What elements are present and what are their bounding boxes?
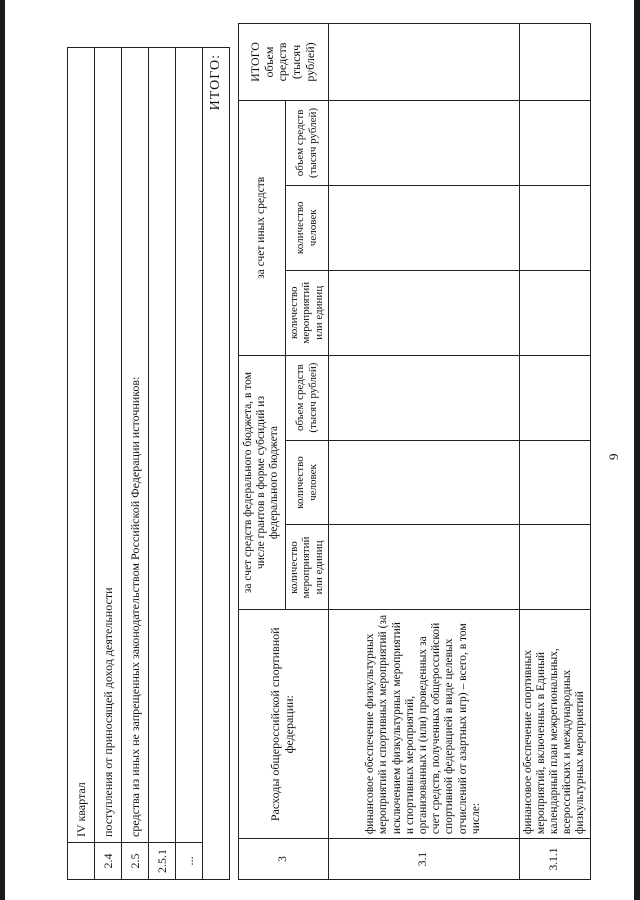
- total-row: [203, 48, 230, 880]
- header-expenses-title: Расходы общероссийской спортивной федерации:: [239, 610, 329, 839]
- header-other-events: количество мероприятий или единиц: [285, 270, 328, 355]
- header-federal-people: количество человек: [285, 440, 328, 525]
- row-number: 3.1.1: [519, 839, 590, 880]
- cell-empty: [328, 525, 519, 610]
- table-row: [149, 48, 176, 880]
- table-row: [122, 48, 149, 880]
- cell-empty: [328, 440, 519, 525]
- row-text: средства из иных не запрещенных законодательством Российской Федерации источников:: [122, 48, 149, 843]
- cell-empty: [328, 355, 519, 440]
- header-row-groups: [239, 24, 286, 880]
- total-label: ИТОГО:: [203, 48, 230, 880]
- row-description: финансовое обеспечение спортивных мероприятий, включенных в Единый календарный план межрегиональных, всероссийских и международных физкультурных мероприятий: [519, 610, 590, 839]
- top-table: [67, 47, 230, 880]
- cell-empty: [519, 24, 590, 101]
- table-row: [176, 48, 203, 880]
- row-number: 2.4: [95, 843, 122, 880]
- header-federal-amount: объем средств (тысяч рублей): [285, 355, 328, 440]
- header-other-people: количество человек: [285, 185, 328, 270]
- row-number: [68, 843, 95, 880]
- cell-empty: [328, 270, 519, 355]
- cell-empty: [328, 185, 519, 270]
- row-text: поступления от приносящей доход деятельности: [95, 48, 122, 843]
- table-row: [68, 48, 95, 880]
- cell-empty: [519, 185, 590, 270]
- row-number: ...: [176, 843, 203, 880]
- header-other-funds: за счет иных средств: [239, 100, 286, 355]
- table-row: [519, 24, 590, 880]
- header-other-amount: объем средств (тысяч рублей): [285, 100, 328, 185]
- row-number: 2.5: [122, 843, 149, 880]
- cell-empty: [519, 270, 590, 355]
- cell-empty: [328, 100, 519, 185]
- row-text: IV квартал: [68, 48, 95, 843]
- header-section-number: 3: [239, 839, 329, 880]
- expenses-table: [238, 23, 591, 880]
- row-description: финансовое обеспечение физкультурных мероприятий и спортивных мероприятий (за исключением физкультурных мероприятий и спортивных мероприятий, организованных и (или) проведенных за счет средств, полученных общероссийской спортивной федерацией в виде целевых отчислений от азартных игр) – всего, в том числе:: [328, 610, 519, 839]
- row-number: 2.5.1: [149, 843, 176, 880]
- cell-empty: [328, 24, 519, 101]
- table-row: [95, 48, 122, 880]
- row-text: [176, 48, 203, 843]
- cell-empty: [519, 525, 590, 610]
- row-number: 3.1: [328, 839, 519, 880]
- cell-empty: [519, 355, 590, 440]
- cell-empty: [519, 100, 590, 185]
- header-federal-budget: за счет средств федерального бюджета, в том числе грантов в форме субсидий из федерального бюджета: [239, 355, 286, 610]
- header-federal-events: количество мероприятий или единиц: [285, 525, 328, 610]
- row-text: [149, 48, 176, 843]
- page-number: 9: [606, 453, 621, 460]
- header-total-amount: ИТОГО объем средств (тысяч рублей): [239, 24, 329, 101]
- cell-empty: [519, 440, 590, 525]
- table-row: [328, 24, 519, 880]
